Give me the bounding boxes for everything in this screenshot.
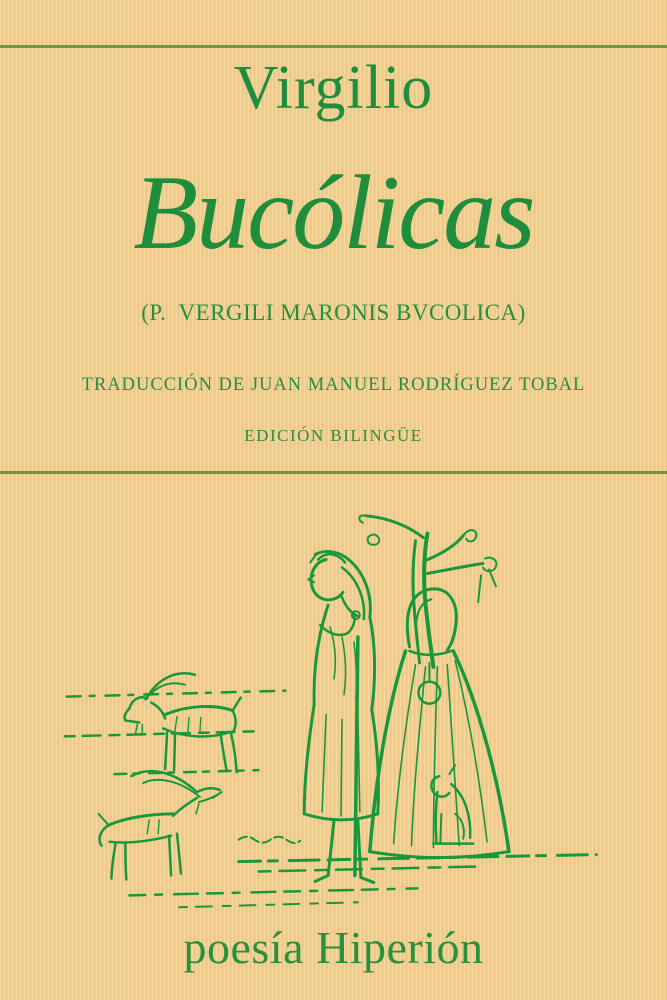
grazing-goat-illustration (99, 771, 222, 879)
top-rule (0, 45, 667, 48)
original-latin-title: (P. VERGILI MARONIS BVCOLICA) (141, 300, 526, 325)
author-name: Virgilio (233, 54, 434, 122)
publisher-imprint: poesía Hiperión (183, 922, 484, 973)
edition-note: EDICIÓN BILINGÜE (244, 426, 423, 445)
sitting-kid-illustration (431, 765, 473, 843)
ground-illustration (65, 691, 597, 908)
veiled-figure-illustration (370, 589, 509, 858)
pastoral-engraving-illustration (58, 486, 618, 948)
middle-rule (0, 471, 667, 474)
shepherd-illustration (304, 551, 378, 882)
translator-credit: TRADUCCIÓN DE JUAN MANUEL RODRÍGUEZ TOBAL (81, 375, 586, 395)
book-title: Bucólicas (133, 154, 534, 271)
standing-goat-illustration (125, 673, 241, 772)
